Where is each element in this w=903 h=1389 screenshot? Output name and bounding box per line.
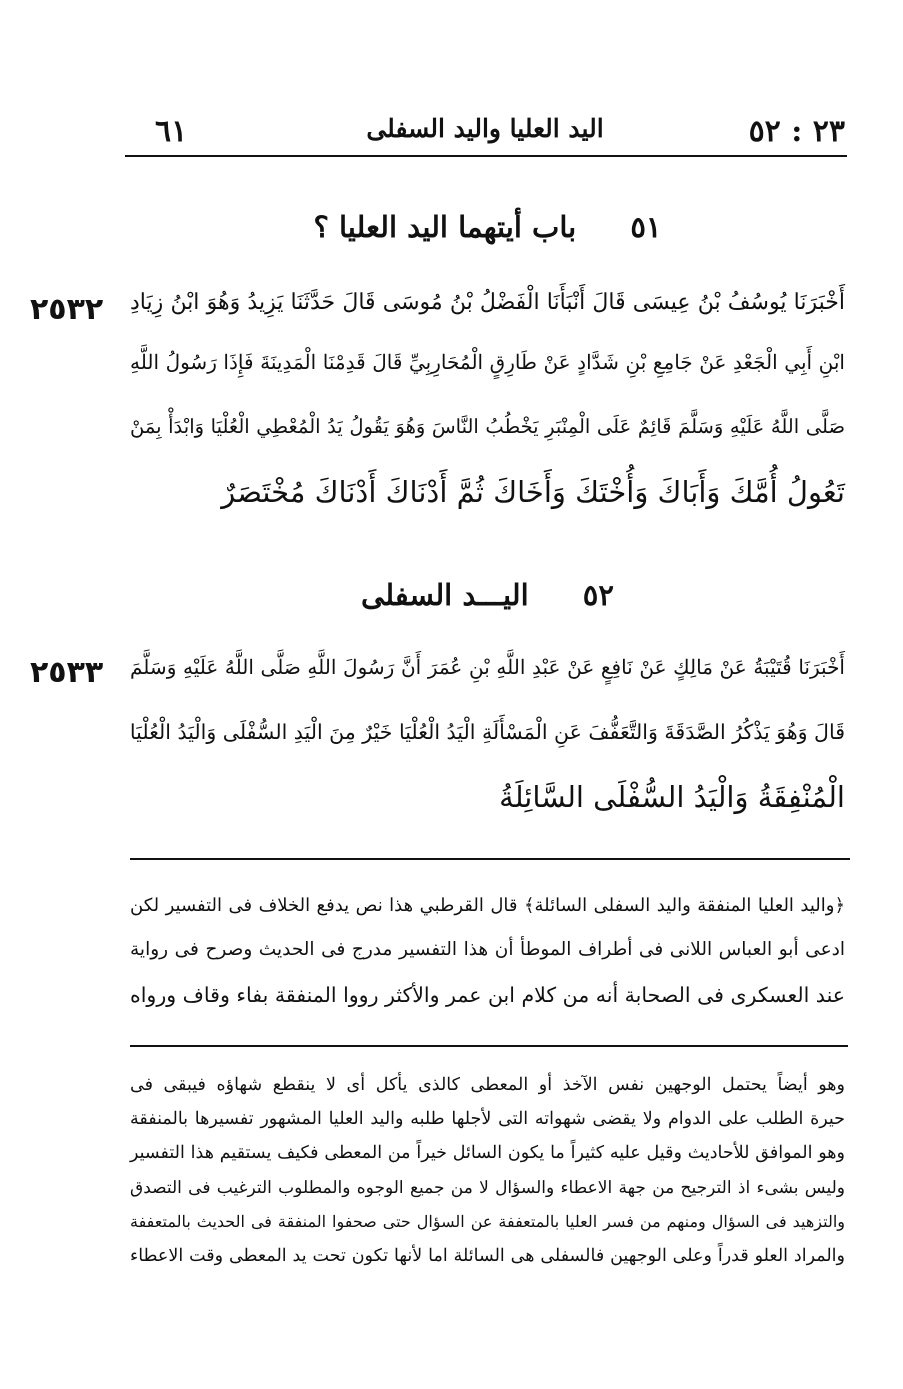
hadith-number: ٢٥٣٣ [30, 655, 104, 690]
hadith-line: ابْنِ أَبِي الْجَعْدِ عَنْ جَامِعِ بْنِ شَدَّادٍ عَنْ طَارِقٍ الْمُحَارِبِيِّ قَالَ قَدِمْنَا الْمَدِينَةَ فَإِذَا رَسُولُ اللَّهِ [130, 350, 845, 374]
header-title: اليد العليا واليد السفلى [366, 114, 604, 143]
note-line: والمراد العلو قدراً وعلى الوجهين فالسفلى هى السائلة اما لأنها تكون تحت يد المعطى وقت الاعطاء [130, 1246, 845, 1266]
chapter-number: ٥٢ [582, 578, 614, 612]
chapter-heading [130, 578, 845, 612]
header-rule [125, 155, 847, 157]
commentary-block [130, 895, 845, 1015]
hadith-text [130, 655, 845, 845]
chapter-number: ٥١ [630, 210, 662, 244]
note-line: وهو الموافق للأحاديث وقيل عليه كثيراً ما يكون السائل خيراً من المعطى فكيف يستقيم هذا التفسير [130, 1143, 845, 1163]
hadith-line: أَخْبَرَنَا قُتَيْبَةُ عَنْ مَالِكٍ عَنْ نَافِعٍ عَنْ عَبْدِ اللَّهِ بْنِ عُمَرَ أَنَّ رَسُولَ اللَّهِ صَلَّى اللَّهُ عَلَيْهِ وَسَلَّمَ [130, 655, 845, 679]
note-line: وهو أيضاً يحتمل الوجهين نفس الآخذ أو المعطى كالذى يأكل أى لا ينقطع شهاؤه فيبقى فى [130, 1075, 845, 1095]
note-line: حيرة الطلب على الدوام ولا يقضى شهواته التى لأجلها طلبه واليد العليا المشهور تفسيرها بالمنفقة [130, 1109, 845, 1129]
hadith-line: تَعُولُ أُمَّكَ وَأَبَاكَ وَأُخْتَكَ وَأَخَاكَ ثُمَّ أَدْنَاكَ أَدْنَاكَ مُخْتَصَرٌ [221, 475, 845, 509]
chapter-title: اليـــد السفلى [361, 578, 529, 612]
commentary-line: ادعى أبو العباس اللانى فى أطراف الموطأ أن هذا التفسير مدرج فى الحديث وصرح فى رواية [130, 939, 845, 960]
page-number: ٦١ [155, 114, 188, 149]
hadith-number: ٢٥٣٢ [30, 292, 104, 327]
note-line: والتزهيد فى السؤال ومنهم من فسر العليا بالمتعففة عن السؤال حتى صحفوا المنفقة فى الحديث بالمتعففة [130, 1212, 845, 1231]
commentary-line: ﴿واليد العليا المنفقة واليد السفلى السائلة﴾ قال القرطبي هذا نص يدفع الخلاف فى التفسير لكن [130, 895, 845, 916]
note-line: وليس بشىء اذ الترجيح من جهة الاعطاء والسؤال لا من جميع الوجوه والمطلوب الترغيب فى التصدق [130, 1178, 845, 1198]
chapter-title: باب أيتهما اليد العليا ؟ [313, 210, 577, 244]
page-header [125, 108, 845, 154]
hadith-line: الْمُنْفِقَةُ وَالْيَدُ السُّفْلَى السَّائِلَةُ [499, 780, 845, 814]
hadith-line: قَالَ وَهُوَ يَذْكُرُ الصَّدَقَةَ وَالتَّعَفُّفَ عَنِ الْمَسْأَلَةِ الْيَدُ الْعُلْيَا خَيْرٌ مِنَ الْيَدِ السُّفْلَى وَالْيَدُ الْعُلْيَا [129, 720, 845, 744]
commentary-line: عند العسكرى فى الصحابة أنه من كلام ابن عمر والأكثر رووا المنفقة بفاء وقاف ورواه [130, 983, 845, 1007]
hadith-line: أَخْبَرَنَا يُوسُفُ بْنُ عِيسَى قَالَ أَنْبَأَنَا الْفَضْلُ بْنُ مُوسَى قَالَ حَدَّثَنَا يَزِيدُ وَهُوَ ابْنُ زِيَادِ [130, 290, 845, 315]
separator-rule [130, 858, 850, 860]
hadith-line: صَلَّى اللَّهُ عَلَيْهِ وَسَلَّمَ قَائِمٌ عَلَى الْمِنْبَرِ يَخْطُبُ النَّاسَ وَهُوَ يَقُولُ يَدُ الْمُعْطِي الْعُلْيَا وَابْدَأْ بِمَنْ [130, 415, 845, 438]
separator-rule [130, 1045, 848, 1047]
hadith-text [130, 290, 845, 540]
notes-block [130, 1075, 845, 1295]
chapter-heading [130, 210, 845, 244]
header-reference: ٢٣ : ٥٢ [748, 114, 845, 149]
